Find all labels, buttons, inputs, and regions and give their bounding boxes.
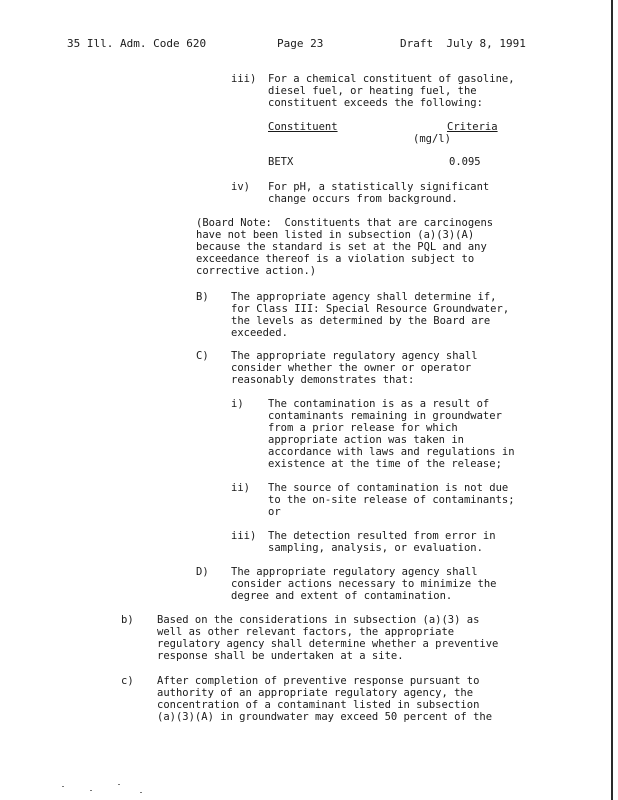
item-B-line-1: The appropriate agency shall determine if, <box>231 291 497 303</box>
draft-date: Draft July 8, 1991 <box>400 37 526 50</box>
item-b-line-4: response shall be undertaken at a site. <box>157 650 404 662</box>
item-C-i-line-1: The contamination is as a result of <box>268 398 490 410</box>
item-C-line-2: consider whether the owner or operator <box>231 362 472 374</box>
item-C-i-line-6: existence at the time of the release; <box>268 458 502 470</box>
scan-speck <box>118 784 120 785</box>
item-C-i-line-3: from a prior release for which <box>268 422 458 434</box>
scan-speck <box>62 786 64 787</box>
item-C-i-line-5: accordance with laws and regulations in <box>268 446 515 458</box>
item-C-i-line-2: contaminants remaining in groundwater <box>268 410 502 422</box>
board-note-line-1: (Board Note: Constituents that are carcinogens <box>196 217 494 229</box>
page-edge-line <box>611 0 613 800</box>
item-B-line-3: the levels as determined by the Board are <box>231 315 491 327</box>
item-D-line-1: The appropriate regulatory agency shall <box>231 566 478 578</box>
table-row-criteria: 0.095 <box>449 156 481 168</box>
item-D-line-3: degree and extent of contamination. <box>231 590 453 602</box>
item-iv-line-1: For pH, a statistically significant <box>268 181 490 193</box>
scan-speck <box>140 792 142 793</box>
item-C-i-line-4: appropriate action was taken in <box>268 434 464 446</box>
item-B-line-2: for Class III: Special Resource Groundwater, <box>231 303 510 315</box>
item-iii-line-2: diesel fuel, or heating fuel, the <box>268 85 477 97</box>
item-B-line-4: exceeded. <box>231 327 288 339</box>
item-c-line-3: concentration of a contaminant listed in subsection <box>157 699 480 711</box>
item-D-marker: D) <box>196 566 209 578</box>
item-iv-line-2: change occurs from background. <box>268 193 458 205</box>
table-row-constituent: BETX <box>268 156 294 168</box>
item-C-ii-line-1: The source of contamination is not due <box>268 482 509 494</box>
item-C-ii-line-2: to the on-site release of contaminants; <box>268 494 515 506</box>
item-iii-marker: iii) <box>231 73 257 85</box>
item-C-ii-line-3: or <box>268 506 281 518</box>
item-c-line-2: authority of an appropriate regulatory agency, the <box>157 687 474 699</box>
code-citation: 35 Ill. Adm. Code 620 <box>67 37 207 50</box>
board-note-line-2: have not been listed in subsection (a)(3)(A) <box>196 229 475 241</box>
item-b-line-3: regulatory agency shall determine whether a preventive <box>157 638 499 650</box>
item-C-iii-line-2: sampling, analysis, or evaluation. <box>268 542 483 554</box>
item-c-line-1: After completion of preventive response pursuant to <box>157 675 480 687</box>
item-C-line-1: The appropriate regulatory agency shall <box>231 350 478 362</box>
item-C-line-3: reasonably demonstrates that: <box>231 374 415 386</box>
table-unit: (mg/l) <box>413 133 451 145</box>
item-D-line-2: consider actions necessary to minimize the <box>231 578 497 590</box>
item-iii-line-3: constituent exceeds the following: <box>268 97 483 109</box>
item-b-line-2: well as other relevant factors, the appropriate <box>157 626 455 638</box>
item-c-line-4: (a)(3)(A) in groundwater may exceed 50 percent of the <box>157 711 493 723</box>
item-c-marker: c) <box>121 675 134 687</box>
item-C-marker: C) <box>196 350 209 362</box>
item-b-marker: b) <box>121 614 134 626</box>
page-number: Page 23 <box>277 37 324 50</box>
item-C-i-marker: i) <box>231 398 244 410</box>
item-B-marker: B) <box>196 291 209 303</box>
item-C-iii-marker: iii) <box>231 530 257 542</box>
item-C-iii-line-1: The detection resulted from error in <box>268 530 496 542</box>
table-header-criteria: Criteria <box>447 121 498 133</box>
board-note-line-5: corrective action.) <box>196 265 317 277</box>
board-note-line-3: because the standard is set at the PQL and any <box>196 241 487 253</box>
item-iii-line-1: For a chemical constituent of gasoline, <box>268 73 515 85</box>
board-note-line-4: exceedance thereof is a violation subject to <box>196 253 475 265</box>
table-header-constituent: Constituent <box>268 121 338 133</box>
scan-speck <box>90 790 92 791</box>
item-iv-marker: iv) <box>231 181 250 193</box>
item-C-ii-marker: ii) <box>231 482 250 494</box>
item-b-line-1: Based on the considerations in subsection (a)(3) as <box>157 614 480 626</box>
